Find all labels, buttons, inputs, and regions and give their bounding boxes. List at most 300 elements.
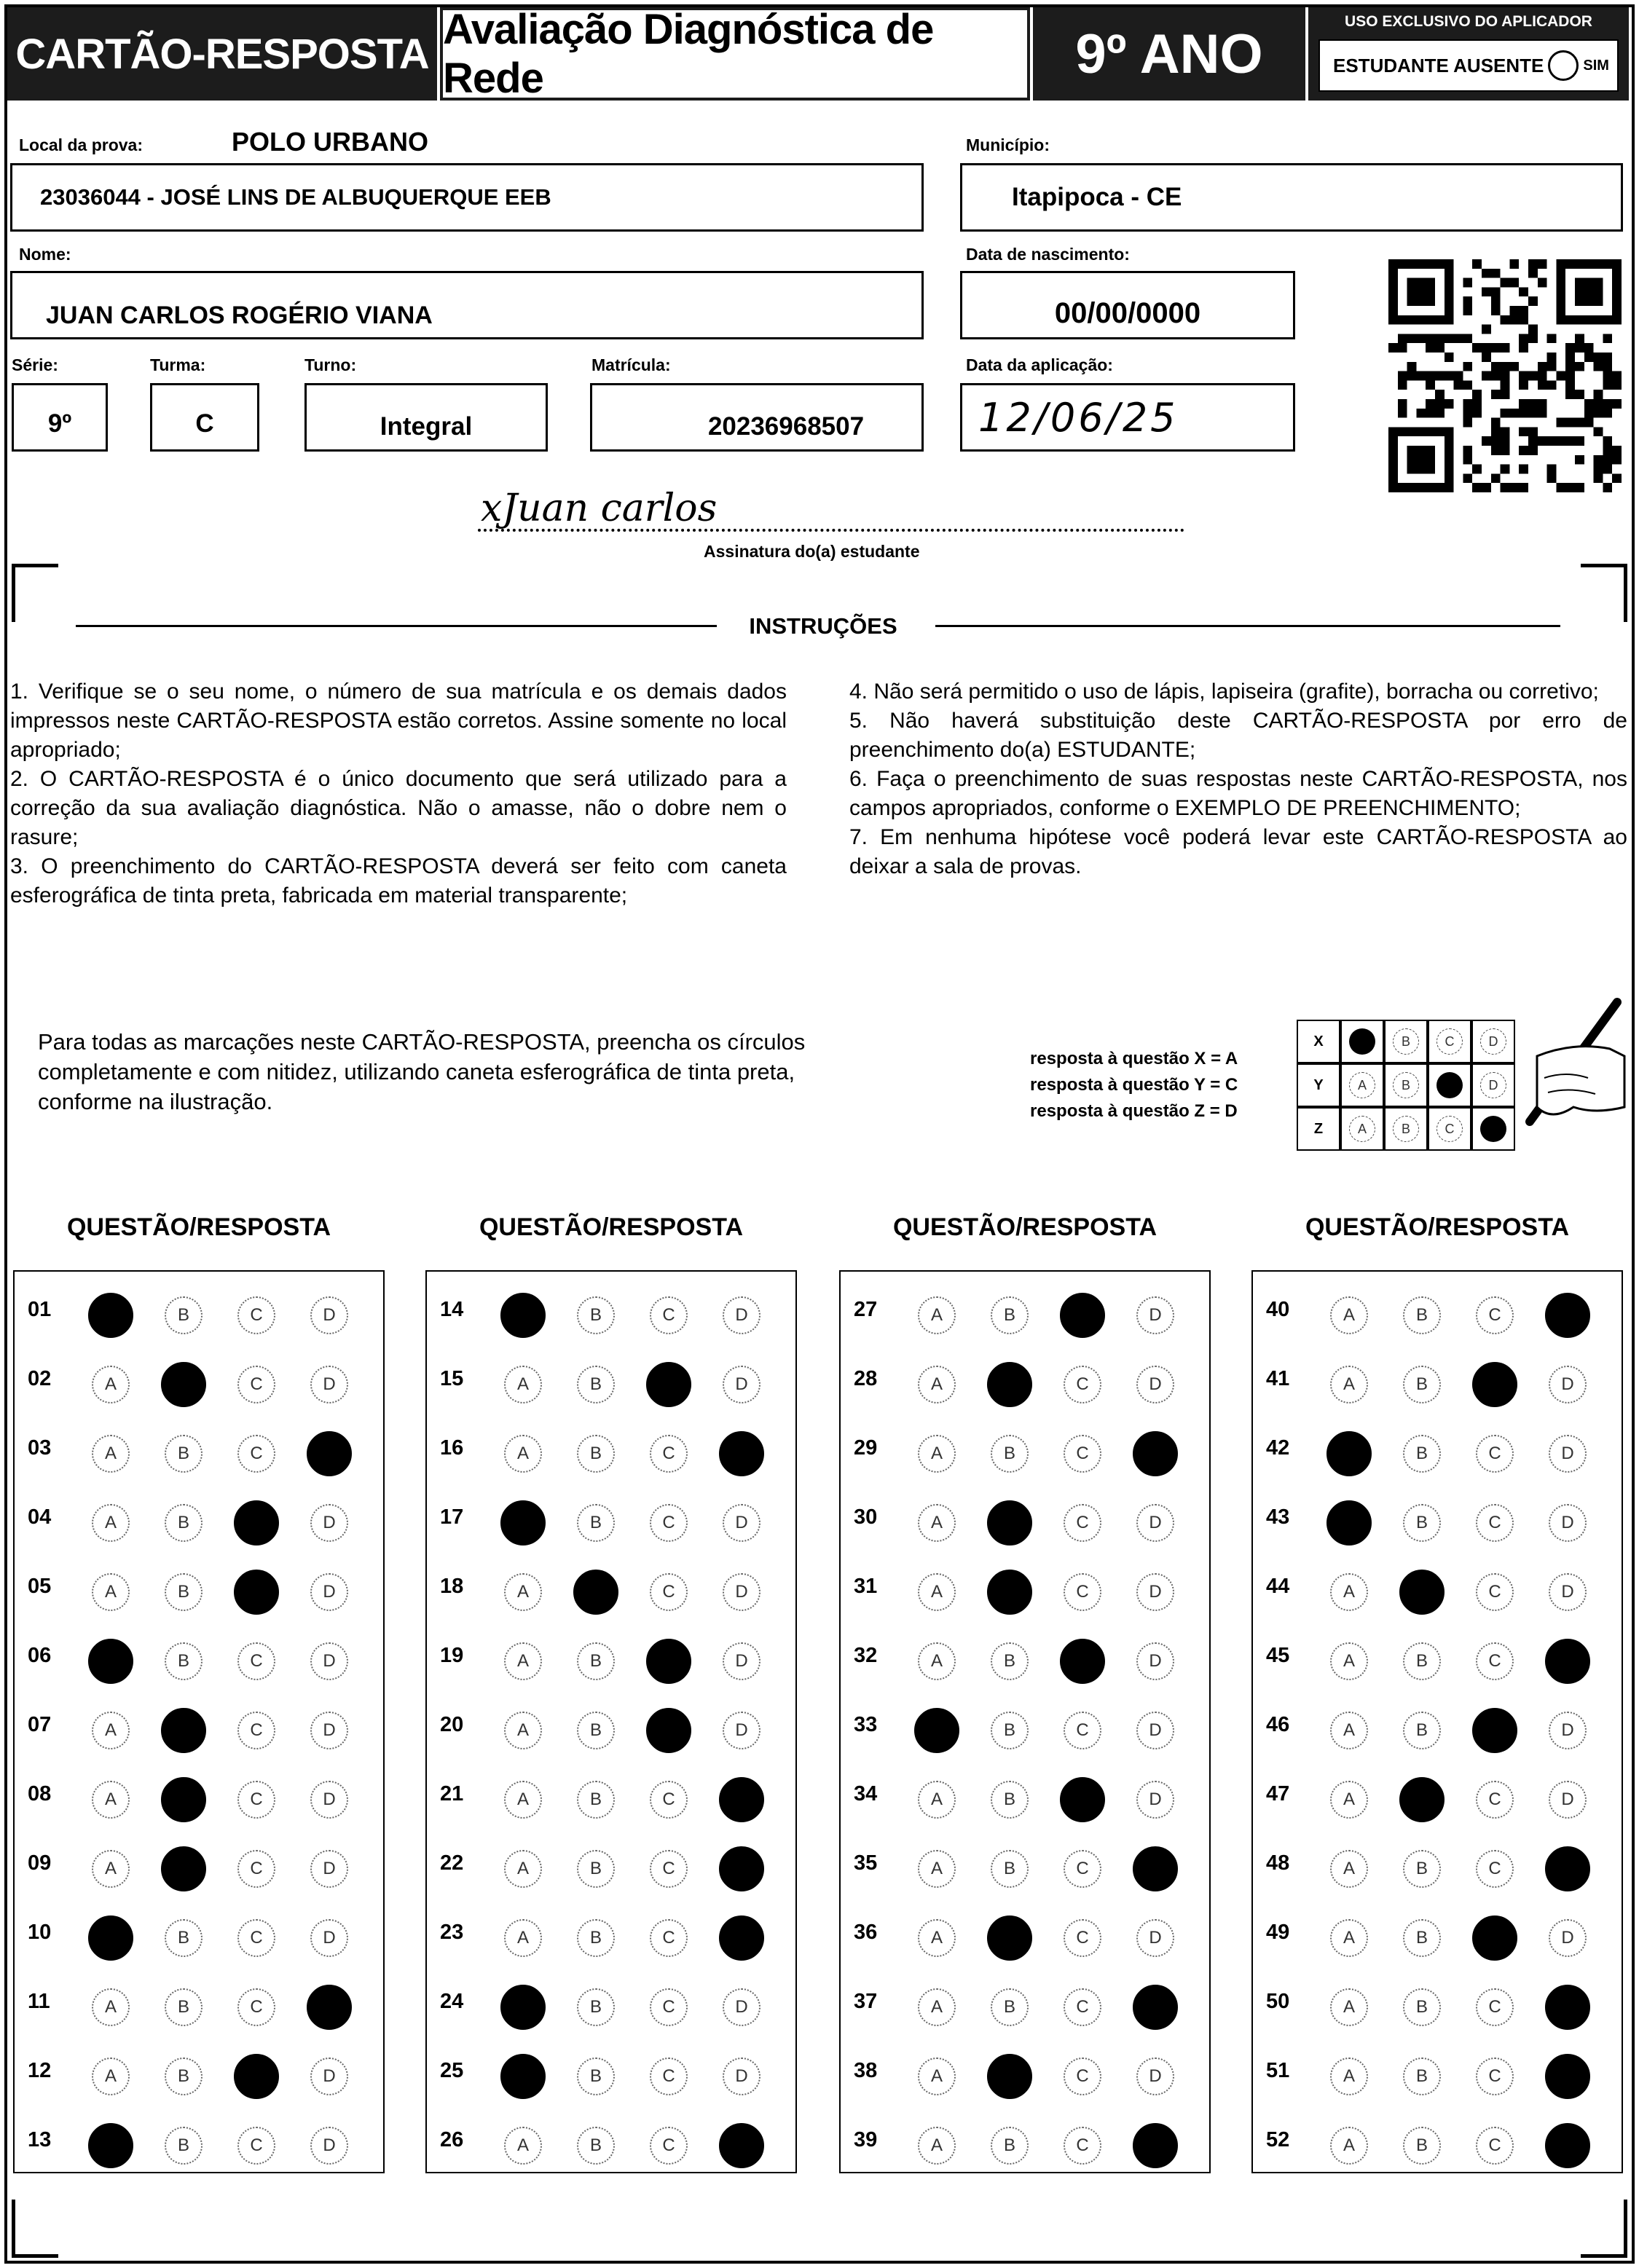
bubble-a[interactable]: A (1330, 1781, 1368, 1819)
matricula-value: 20236968507 (707, 412, 865, 441)
city-field (960, 163, 1623, 232)
bubble-a[interactable]: A (92, 1504, 130, 1542)
bubble-a[interactable]: A (504, 1435, 542, 1473)
bubble-b[interactable]: B (991, 1781, 1029, 1819)
question-row (15, 1622, 383, 1690)
question-row (841, 1484, 1209, 1552)
bubble-b[interactable] (987, 1570, 1032, 1615)
bubble-a[interactable]: A (504, 1642, 542, 1680)
bubble-b[interactable] (161, 1708, 206, 1753)
bubble-d[interactable] (1545, 1846, 1590, 1891)
location-zone: POLO URBANO (232, 127, 428, 157)
bubble-d[interactable] (307, 1985, 352, 2030)
example-legend-z: resposta à questão Z = D (1030, 1101, 1238, 1121)
bubble-d[interactable]: D (310, 1919, 348, 1957)
bubble-b[interactable]: B (165, 1435, 203, 1473)
bubble-c[interactable]: C (650, 1435, 688, 1473)
bubble-b[interactable]: B (577, 1366, 615, 1403)
example-cell (1340, 1020, 1384, 1063)
bubble-a[interactable]: A (1330, 1712, 1368, 1749)
turno-value: Integral (380, 412, 473, 441)
bubble-a[interactable]: A (92, 1781, 130, 1819)
question-number: 40 (1266, 1298, 1290, 1321)
absent-label: ESTUDANTE AUSENTE (1333, 54, 1544, 76)
question-row (1253, 2106, 1622, 2175)
bubble-c[interactable]: C (1064, 1919, 1101, 1957)
question-row (841, 1899, 1209, 1967)
bubble-c[interactable] (646, 1639, 691, 1684)
bubble-a[interactable]: A (918, 1919, 956, 1957)
bubble-c[interactable]: C (650, 1573, 688, 1611)
bubble-b[interactable]: B (577, 2127, 615, 2165)
bubble-a[interactable] (914, 1708, 959, 1753)
bubble-a[interactable] (88, 1639, 133, 1684)
bubble-a[interactable]: A (918, 2058, 956, 2095)
question-number: 43 (1266, 1505, 1290, 1529)
applicator-title: USO EXCLUSIVO DO APLICADOR (1345, 13, 1592, 30)
bubble-a[interactable]: A (918, 1781, 956, 1819)
bubble-a[interactable] (500, 1985, 546, 2030)
question-row (427, 1691, 795, 1760)
birth-value: 00/00/0000 (1054, 296, 1201, 329)
bubble-d[interactable]: D (1136, 1642, 1174, 1680)
bubble-d[interactable]: D (723, 1296, 760, 1334)
bubble-b[interactable]: B (165, 1573, 203, 1611)
bubble-c[interactable] (646, 1708, 691, 1753)
bubble-a[interactable]: A (918, 1573, 956, 1611)
bubble-a[interactable]: A (918, 1642, 956, 1680)
bubble-b[interactable]: B (1403, 2127, 1441, 2165)
bubble-a[interactable]: A (918, 1296, 956, 1334)
bubble-a[interactable]: A (92, 2058, 130, 2095)
bubble-d[interactable]: D (1136, 1573, 1174, 1611)
applicator-panel (1308, 7, 1629, 101)
bubble-d[interactable]: D (310, 1504, 348, 1542)
question-row (15, 2106, 383, 2175)
bubble-b[interactable]: B (1403, 1642, 1441, 1680)
bubble-a[interactable]: A (92, 1850, 130, 1888)
bubble-d[interactable]: D (310, 1573, 348, 1611)
bubble-d[interactable]: D (310, 1642, 348, 1680)
bubble-c[interactable]: C (237, 2127, 275, 2165)
bubble-c[interactable]: C (1476, 1850, 1514, 1888)
corner-bottom-left (12, 2200, 58, 2258)
bubble-a[interactable]: A (504, 1850, 542, 1888)
example-bubble: A (1349, 1028, 1375, 1055)
question-row (1253, 1899, 1622, 1967)
bubble-d[interactable]: D (1549, 1435, 1587, 1473)
bubble-d[interactable]: D (1549, 1366, 1587, 1403)
bubble-b[interactable] (987, 1362, 1032, 1407)
bubble-d[interactable] (1545, 2123, 1590, 2168)
bubble-d[interactable] (719, 2123, 764, 2168)
question-number: 07 (28, 1713, 52, 1736)
bubble-c[interactable] (1060, 1293, 1105, 1338)
bubble-d[interactable]: D (1136, 1366, 1174, 1403)
bubble-b[interactable]: B (165, 2127, 203, 2165)
bubble-c[interactable]: C (650, 1919, 688, 1957)
bubble-c[interactable]: C (237, 1642, 275, 1680)
bubble-d[interactable]: D (723, 1573, 760, 1611)
question-number: 10 (28, 1921, 52, 1944)
bubble-d[interactable]: D (1136, 1919, 1174, 1957)
question-number: 16 (440, 1436, 464, 1460)
bubble-d[interactable]: D (723, 1988, 760, 2026)
bubble-b[interactable]: B (1403, 1850, 1441, 1888)
bubble-b[interactable]: B (991, 1296, 1029, 1334)
bubble-b[interactable]: B (1403, 1712, 1441, 1749)
example-cell (1340, 1107, 1384, 1151)
example-bubble: B (1393, 1072, 1419, 1098)
bubble-d[interactable]: D (723, 2058, 760, 2095)
bubble-d[interactable] (1545, 2054, 1590, 2099)
bubble-a[interactable]: A (918, 1366, 956, 1403)
bubble-d[interactable] (1545, 1985, 1590, 2030)
bubble-c[interactable]: C (1064, 2127, 1101, 2165)
turno-field (304, 383, 548, 452)
column-title: QUESTÃO/RESPOSTA (892, 1213, 1157, 1241)
absent-option-label: SIM (1583, 57, 1609, 74)
bubble-b[interactable]: B (577, 1642, 615, 1680)
instructions-title: INSTRUÇÕES (749, 613, 897, 639)
bubble-a[interactable] (500, 1293, 546, 1338)
bubble-b[interactable]: B (577, 1435, 615, 1473)
bubble-b[interactable]: B (1403, 1988, 1441, 2026)
matricula-label: Matrícula: (591, 355, 671, 374)
bubble-c[interactable]: C (1476, 1504, 1514, 1542)
bubble-b[interactable]: B (577, 1850, 615, 1888)
bubble-c[interactable]: C (1064, 1435, 1101, 1473)
bubble-b[interactable]: B (577, 1712, 615, 1749)
bubble-a[interactable]: A (504, 2127, 542, 2165)
bubble-d[interactable]: D (1136, 1504, 1174, 1542)
question-number: 25 (440, 2059, 464, 2082)
bubble-c[interactable]: C (1476, 1573, 1514, 1611)
bubble-c[interactable]: C (1476, 2058, 1514, 2095)
turno-label: Turno: (304, 355, 357, 374)
bubble-b[interactable]: B (991, 2127, 1029, 2165)
bubble-a[interactable]: A (92, 1988, 130, 2026)
question-row (841, 1553, 1209, 1621)
question-row (427, 1899, 795, 1967)
turma-label: Turma: (150, 355, 206, 374)
name-label: Nome: (19, 245, 71, 264)
bubble-b[interactable]: B (577, 1296, 615, 1334)
bubble-b[interactable]: B (577, 1919, 615, 1957)
bubble-a[interactable]: A (1330, 1919, 1368, 1957)
bubble-a[interactable]: A (918, 1850, 956, 1888)
bubble-c[interactable]: C (650, 1781, 688, 1819)
bubble-d[interactable]: D (1136, 1712, 1174, 1749)
bubble-a[interactable]: A (92, 1435, 130, 1473)
bubble-a[interactable]: A (918, 1988, 956, 2026)
bubble-d[interactable]: D (310, 1781, 348, 1819)
example-cell (1384, 1063, 1428, 1107)
bubble-c[interactable]: C (1476, 1642, 1514, 1680)
example-cell (1428, 1107, 1471, 1151)
bubble-a[interactable]: A (1330, 1366, 1368, 1403)
bubble-d[interactable]: D (310, 2127, 348, 2165)
question-number: 49 (1266, 1921, 1290, 1944)
bubble-a[interactable] (88, 1293, 133, 1338)
question-number: 01 (28, 1298, 52, 1321)
bubble-d[interactable]: D (1549, 1919, 1587, 1957)
bubble-b[interactable] (573, 1570, 618, 1615)
question-row (427, 1484, 795, 1552)
school-value: 23036044 - JOSÉ LINS DE ALBUQUERQUE EEB (40, 184, 551, 210)
bubble-b[interactable]: B (1403, 1435, 1441, 1473)
question-row (427, 1830, 795, 1898)
bubble-d[interactable] (1545, 1293, 1590, 1338)
bubble-a[interactable]: A (1330, 2058, 1368, 2095)
bubble-c[interactable]: C (650, 1504, 688, 1542)
bubble-c[interactable] (1060, 1639, 1105, 1684)
bubble-d[interactable]: D (310, 1296, 348, 1334)
bubble-c[interactable]: C (1064, 1573, 1101, 1611)
bubble-a[interactable]: A (504, 1712, 542, 1749)
bubble-c[interactable]: C (650, 2127, 688, 2165)
bubble-b[interactable]: B (165, 1504, 203, 1542)
bubble-a[interactable]: A (1330, 1988, 1368, 2026)
bubble-d[interactable]: D (1549, 1573, 1587, 1611)
bubble-d[interactable]: D (1549, 1781, 1587, 1819)
bubble-a[interactable] (1326, 1500, 1372, 1546)
instructions-right (849, 677, 1627, 881)
bubble-c[interactable]: C (650, 1296, 688, 1334)
bubble-d[interactable] (719, 1431, 764, 1476)
bubble-b[interactable] (987, 2054, 1032, 2099)
bubble-d[interactable]: D (1136, 2058, 1174, 2095)
bubble-c[interactable]: C (237, 1781, 275, 1819)
bubble-b[interactable]: B (991, 1435, 1029, 1473)
bubble-c[interactable]: C (1064, 1850, 1101, 1888)
bubble-b[interactable]: B (165, 1296, 203, 1334)
bubble-d[interactable]: D (1136, 1781, 1174, 1819)
bubble-b[interactable] (161, 1777, 206, 1822)
question-number: 51 (1266, 2059, 1290, 2082)
bubble-d[interactable] (719, 1846, 764, 1891)
bubble-b[interactable]: B (991, 1642, 1029, 1680)
question-row (15, 1553, 383, 1621)
app-date-label: Data da aplicação: (966, 355, 1113, 374)
bubble-a[interactable]: A (1330, 1850, 1368, 1888)
bubble-a[interactable]: A (92, 1573, 130, 1611)
bubble-a[interactable]: A (918, 1435, 956, 1473)
bubble-c[interactable] (1472, 1708, 1517, 1753)
serie-value: 9º (47, 409, 72, 438)
bubble-d[interactable]: D (723, 1366, 760, 1403)
question-row (841, 1276, 1209, 1344)
question-number: 11 (28, 1990, 50, 2013)
example-cell (1340, 1063, 1384, 1107)
example-bubble: A (1349, 1116, 1375, 1142)
bubble-c[interactable]: C (237, 1919, 275, 1957)
bubble-c[interactable] (1472, 1362, 1517, 1407)
bubble-b[interactable] (1399, 1777, 1445, 1822)
bubble-d[interactable] (719, 1915, 764, 1961)
bubble-a[interactable]: A (504, 1366, 542, 1403)
bubble-b[interactable]: B (1403, 2058, 1441, 2095)
bubble-a[interactable]: A (504, 1919, 542, 1957)
bubble-a[interactable] (500, 2054, 546, 2099)
question-number: 50 (1266, 1990, 1290, 2013)
bubble-b[interactable]: B (991, 1712, 1029, 1749)
question-number: 09 (28, 1851, 52, 1875)
bubble-b[interactable]: B (1403, 1504, 1441, 1542)
bubble-c[interactable]: C (237, 1366, 275, 1403)
bubble-d[interactable] (1133, 2123, 1178, 2168)
bubble-c[interactable]: C (1064, 1988, 1101, 2026)
bubble-d[interactable]: D (723, 1642, 760, 1680)
answer-column (425, 1270, 797, 2173)
question-row (841, 1968, 1209, 2036)
bubble-b[interactable] (161, 1846, 206, 1891)
bubble-b[interactable]: B (577, 2058, 615, 2095)
question-number: 42 (1266, 1436, 1290, 1460)
bubble-d[interactable]: D (310, 1712, 348, 1749)
bubble-c[interactable] (234, 1570, 279, 1615)
bubble-b[interactable]: B (991, 1850, 1029, 1888)
signature-line (478, 529, 1184, 532)
bubble-d[interactable] (307, 1431, 352, 1476)
question-number: 20 (440, 1713, 464, 1736)
bubble-b[interactable]: B (1403, 1919, 1441, 1957)
question-number: 39 (854, 2128, 878, 2151)
bubble-c[interactable]: C (237, 1435, 275, 1473)
bubble-c[interactable] (234, 2054, 279, 2099)
bubble-b[interactable]: B (165, 1988, 203, 2026)
bubble-d[interactable]: D (310, 1366, 348, 1403)
question-number: 34 (854, 1782, 878, 1806)
question-number: 15 (440, 1367, 464, 1390)
question-row (1253, 1345, 1622, 1414)
bubble-a[interactable] (88, 1915, 133, 1961)
bubble-d[interactable]: D (310, 1850, 348, 1888)
bubble-a[interactable]: A (1330, 1573, 1368, 1611)
bubble-c[interactable]: C (1476, 1435, 1514, 1473)
bubble-b[interactable]: B (165, 2058, 203, 2095)
bubble-c[interactable]: C (650, 1988, 688, 2026)
bubble-b[interactable] (987, 1500, 1032, 1546)
question-number: 14 (440, 1298, 464, 1321)
bubble-d[interactable] (1133, 1431, 1178, 1476)
question-number: 52 (1266, 2128, 1290, 2151)
bubble-b[interactable]: B (1403, 1366, 1441, 1403)
bubble-b[interactable]: B (165, 1919, 203, 1957)
bubble-d[interactable]: D (723, 1712, 760, 1749)
bubble-c[interactable]: C (1476, 1781, 1514, 1819)
bubble-c[interactable]: C (1064, 1712, 1101, 1749)
bubble-a[interactable]: A (1330, 2127, 1368, 2165)
instruction-item: 6. Faça o preenchimento de suas respostas neste CARTÃO-RESPOSTA, nos campos apropriados, conforme o EXEMPLO DE PREENCHIMENTO; (849, 767, 1627, 820)
bubble-c[interactable]: C (237, 1988, 275, 2026)
bubble-c[interactable]: C (1064, 1366, 1101, 1403)
question-row (841, 1622, 1209, 1690)
bubble-b[interactable]: B (165, 1642, 203, 1680)
bubble-d[interactable] (1545, 1639, 1590, 1684)
question-row (15, 1484, 383, 1552)
bubble-c[interactable]: C (1064, 1504, 1101, 1542)
bubble-c[interactable] (1060, 1777, 1105, 1822)
example-legend-y: resposta à questão Y = C (1030, 1075, 1238, 1095)
bubble-c[interactable]: C (1476, 2127, 1514, 2165)
bubble-d[interactable]: D (1549, 1504, 1587, 1542)
bubble-c[interactable] (646, 1362, 691, 1407)
bubble-a[interactable]: A (1330, 1642, 1368, 1680)
bubble-a[interactable]: A (92, 1712, 130, 1749)
grade-label: 9º ANO (1033, 7, 1305, 101)
bubble-b[interactable]: B (577, 1504, 615, 1542)
bubble-a[interactable]: A (918, 1504, 956, 1542)
question-number: 02 (28, 1367, 52, 1390)
bubble-d[interactable]: D (1549, 1712, 1587, 1749)
question-row (1253, 1276, 1622, 1344)
bubble-a[interactable]: A (1330, 1296, 1368, 1334)
question-row (427, 1414, 795, 1483)
bubble-a[interactable]: A (918, 2127, 956, 2165)
example-row-label: X (1297, 1020, 1340, 1063)
bubble-c[interactable]: C (650, 2058, 688, 2095)
example-bubble: A (1349, 1072, 1375, 1098)
bubble-b[interactable]: B (577, 1988, 615, 2026)
bubble-d[interactable]: D (723, 1504, 760, 1542)
instruction-item: 1. Verifique se o seu nome, o número de sua matrícula e os demais dados impressos neste CARTÃO-RESPOSTA estão corretos. Assine somente no local apropriado; (10, 680, 787, 762)
bubble-c[interactable]: C (1064, 2058, 1101, 2095)
question-row (1253, 1553, 1622, 1621)
bubble-d[interactable] (719, 1777, 764, 1822)
bubble-d[interactable] (1133, 1846, 1178, 1891)
question-row (427, 1345, 795, 1414)
question-number: 29 (854, 1436, 878, 1460)
bubble-b[interactable] (987, 1915, 1032, 1961)
bubble-c[interactable] (1472, 1915, 1517, 1961)
bubble-b[interactable]: B (991, 1988, 1029, 2026)
bubble-d[interactable]: D (1136, 1296, 1174, 1334)
bubble-a[interactable] (1326, 1431, 1372, 1476)
question-row (841, 1691, 1209, 1760)
app-date-field (960, 383, 1295, 452)
bubble-a[interactable] (88, 2123, 133, 2168)
bubble-b[interactable] (161, 1362, 206, 1407)
column-title: QUESTÃO/RESPOSTA (66, 1213, 331, 1241)
question-number: 36 (854, 1921, 878, 1944)
bubble-c[interactable]: C (237, 1850, 275, 1888)
absent-checkbox[interactable] (1548, 50, 1579, 81)
bubble-a[interactable]: A (504, 1573, 542, 1611)
example-row (1297, 1020, 1515, 1063)
bubble-b[interactable]: B (577, 1781, 615, 1819)
question-number: 12 (28, 2059, 52, 2082)
bubble-b[interactable]: B (1403, 1296, 1441, 1334)
bubble-d[interactable]: D (310, 2058, 348, 2095)
signature: xJuan carlos (481, 487, 718, 530)
bubble-b[interactable] (1399, 1570, 1445, 1615)
question-number: 21 (440, 1782, 464, 1806)
bubble-d[interactable] (1133, 1985, 1178, 2030)
bubble-c[interactable] (234, 1500, 279, 1546)
bubble-a[interactable] (500, 1500, 546, 1546)
bubble-c[interactable]: C (1476, 1296, 1514, 1334)
bubble-a[interactable]: A (92, 1366, 130, 1403)
bubble-c[interactable]: C (237, 1296, 275, 1334)
example-cell (1428, 1063, 1471, 1107)
bubble-c[interactable]: C (237, 1712, 275, 1749)
bubble-c[interactable]: C (1476, 1988, 1514, 2026)
bubble-c[interactable]: C (650, 1850, 688, 1888)
bubble-a[interactable]: A (504, 1781, 542, 1819)
fill-note: Para todas as marcações neste CARTÃO-RESPOSTA, preencha os círculos completamente e com nitidez, utilizando caneta esferográfica de tinta preta, conforme na ilustração. (38, 1029, 806, 1114)
serie-label: Série: (12, 355, 58, 374)
